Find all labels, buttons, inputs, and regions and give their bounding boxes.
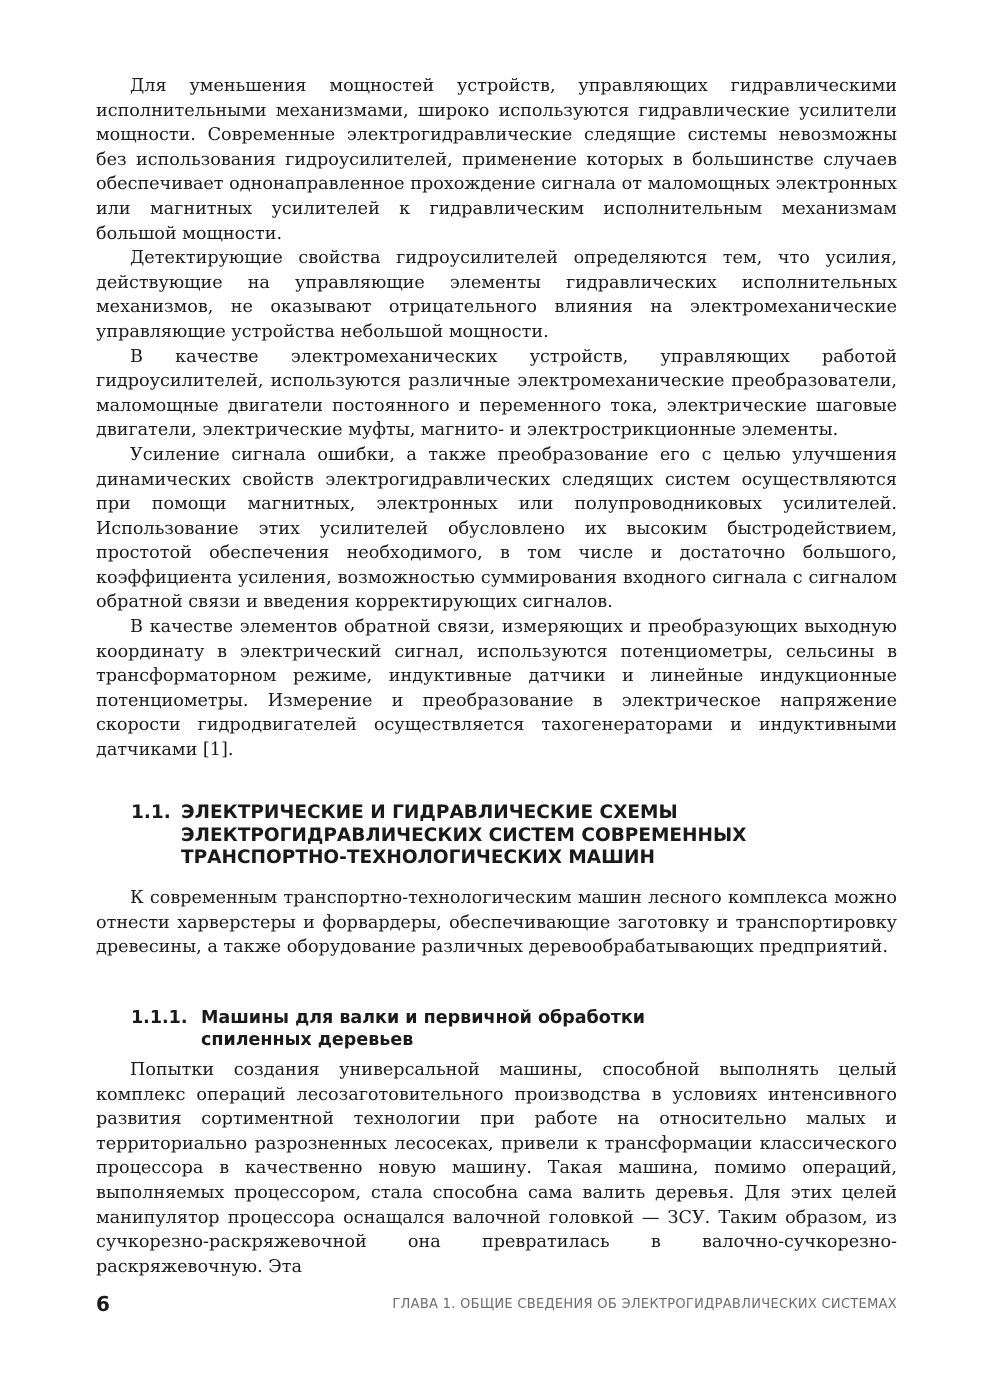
running-footer: ГЛАВА 1. ОБЩИЕ СВЕДЕНИЯ ОБ ЭЛЕКТРОГИДРАВЛИЧЕСКИХ СИСТЕМАХ [392, 1297, 897, 1312]
paragraph: Усиление сигнала ошибки, а также преобразование его с целью улучшения динамических свойств электрогидравлических следящих систем осуществляются при помощи магнитных, электронных или полупроводниковых усилителей. Использование этих усилителей обусловлено их высоким быстродействием, простотой обеспечения необходимого, в том числе и достаточно большого, коэффициента усиления, возможностью суммирования входного сигнала с сигналом обратной связи и введения корректирующих сигналов. [96, 444, 897, 613]
subsection-heading [131, 1008, 831, 1051]
subsection-text [96, 1058, 897, 1279]
paragraph: Попытки создания универсальной машины, способной выполнять целый комплекс операций лесозаготовительного производства в условиях интенсивного развития сортиментной технологии при работе на относительно малых и территориально разрозненных лесосеках, привели к трансформации классического процессора в качественно новую машину. Такая машина, помимо операций, выполняемых процессором, стала способна сама валить деревья. Для этих целей манипулятор процессора оснащался валочной головкой — ЗСУ. Таким образом, из сучкорезно-раскряжевочной она превратилась в валочно-сучкорезно-раскряжевочную. Эта [96, 1060, 897, 1277]
body-text [96, 74, 897, 763]
subsection-title-line: спиленных деревьев [201, 1029, 414, 1050]
paragraph: К современным транспортно-технологическим машин лесного комплекса можно отнести харверстеры и форвардеры, обеспечивающие заготовку и транспортировку древесины, а также оборудование различных деревообрабатывающих предприятий. [96, 888, 897, 958]
section-title [181, 802, 851, 870]
paragraph: В качестве элементов обратной связи, измеряющих и преобразующих выходную координату в электрический сигнал, используются потенциометры, сельсины в трансформаторном режиме, индуктивные датчики и линейные индукционные потенциометры. Измерение и преобразование в электрическое напряжение скорости гидродвигателей осуществляется тахогенераторами и индуктивными датчиками [1]. [96, 617, 897, 761]
subsection-number: 1.1.1. [131, 1008, 188, 1028]
section-title-line: ЭЛЕКТРИЧЕСКИЕ И ГИДРАВЛИЧЕСКИЕ СХЕМЫ [181, 802, 678, 823]
subsection-title [201, 1008, 831, 1051]
paragraph: Для уменьшения мощностей устройств, управляющих гидравлическими исполнительными механизмами, широко используются гидравлические усилители мощности. Современные электрогидравлические следящие системы невозможны без использования гидроусилителей, применение которых в большинстве случаев обеспечивает однонаправленное прохождение сигнала от маломощных электронных или магнитных усилителей к гидравлическим исполнительным механизмам большой мощности. [96, 76, 897, 244]
paragraph: Детектирующие свойства гидроусилителей определяются тем, что усилия, действующие на управляющие элементы гидравлических исполнительных механизмов, не оказывают отрицательного влияния на электромеханические управляющие устройства небольшой мощности. [96, 248, 897, 342]
section-number: 1.1. [131, 802, 171, 823]
page-number: 6 [96, 1292, 110, 1316]
subsection-title-line: Машины для валки и первичной обработки [201, 1008, 646, 1028]
section-title-line: ТРАНСПОРТНО-ТЕХНОЛОГИЧЕСКИХ МАШИН [181, 847, 655, 868]
section-text [96, 886, 897, 960]
section-heading [131, 802, 851, 870]
paragraph: В качестве электромеханических устройств, управляющих работой гидроусилителей, используются различные электромеханические преобразователи, маломощные двигатели постоянного и переменного тока, электрические шаговые двигатели, электрические муфты, магнито- и электрострикционные элементы. [96, 346, 897, 441]
section-title-line: ЭЛЕКТРОГИДРАВЛИЧЕСКИХ СИСТЕМ СОВРЕМЕННЫХ [181, 824, 747, 846]
